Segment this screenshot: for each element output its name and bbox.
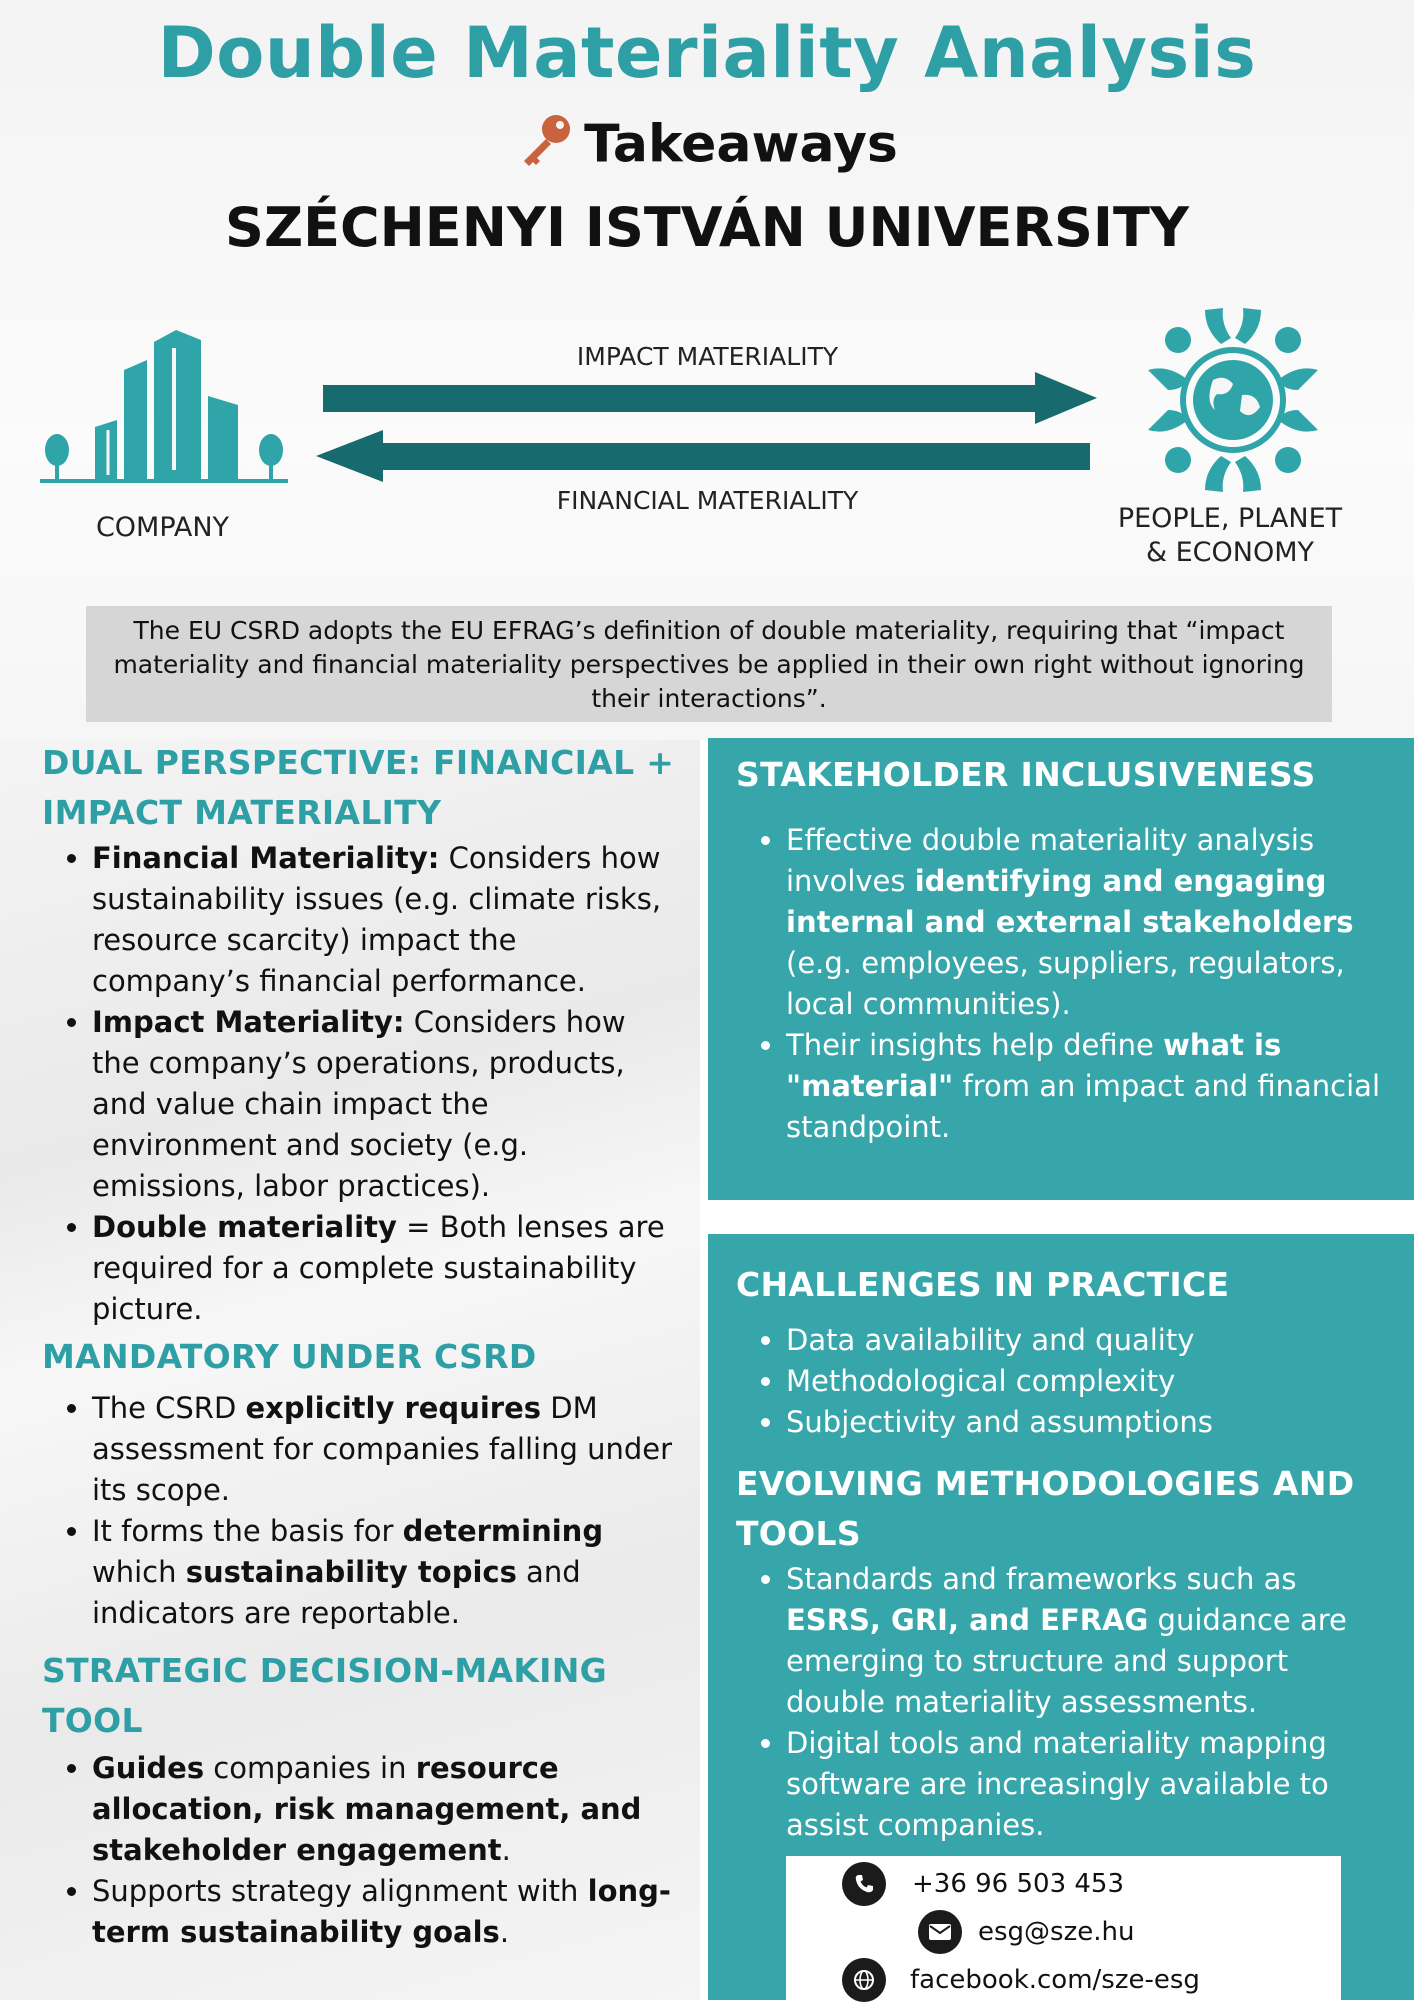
item-bold: long-term sustainability goals	[92, 1874, 671, 1949]
item-bold: ESRS, GRI, and EFRAG	[786, 1603, 1149, 1637]
item-bold: identifying and engaging internal and external stakeholders	[786, 864, 1354, 939]
email-address[interactable]: esg@sze.hu	[978, 1917, 1135, 1947]
people-planet-economy-label	[1100, 502, 1360, 570]
list-item: • Digital tools and materiality mapping software are increasingly available to assist companies.	[786, 1723, 1386, 1846]
phone-row	[842, 1862, 1124, 1906]
envelope-icon	[918, 1910, 962, 1954]
poster-subtitle	[0, 112, 1414, 183]
company-label: COMPANY	[95, 512, 230, 543]
mandatory-heading: MANDATORY UNDER CSRD	[42, 1337, 537, 1376]
list-item	[92, 1388, 682, 1511]
stakeholder-heading: STAKEHOLDER INCLUSIVENESS	[736, 755, 1316, 794]
impact-arrow	[323, 372, 1097, 424]
item-bold: resource allocation, risk management, and stakeholder engagement	[92, 1751, 642, 1867]
item-text: guidance are emerging to structure and support double materiality assessments.	[786, 1603, 1347, 1719]
web-row	[842, 1958, 1200, 2002]
dual-perspective-heading: DUAL PERSPECTIVE: FINANCIAL + IMPACT MATERIALITY	[42, 743, 675, 832]
globe-icon	[842, 1958, 886, 2002]
challenges-list	[736, 1320, 1386, 1443]
item-text: Effective double materiality analysis involves	[786, 823, 1315, 898]
item-text: Standards and frameworks such as	[786, 1562, 1297, 1596]
mandatory-list	[42, 1388, 682, 1634]
item-text: .	[499, 1915, 510, 1949]
item-text: DM assessment for companies falling under its scope.	[92, 1391, 673, 1507]
list-item: • Subjectivity and assumptions	[786, 1402, 1386, 1443]
impact-materiality-label: IMPACT MATERIALITY	[576, 342, 839, 371]
materiality-diagram	[0, 300, 1414, 600]
email-row	[918, 1910, 1134, 1954]
list-item	[92, 1748, 682, 1871]
item-bold: Double materiality	[92, 1210, 397, 1244]
item-bold: Financial Materiality:	[92, 841, 440, 875]
item-bold: Guides	[92, 1751, 205, 1785]
poster-title: Double Materiality Analysis	[157, 12, 1257, 94]
stakeholder-panel	[708, 738, 1414, 1200]
definition-box: The EU CSRD adopts the EU EFRAG’s definition of double materiality, requiring that “impact materiality and financial materiality perspectives be applied in their own right without ignoring their interactions”.	[86, 606, 1332, 722]
item-text: and indicators are reportable.	[92, 1555, 581, 1630]
list-item	[92, 1207, 682, 1330]
list-item	[92, 1511, 682, 1634]
challenges-heading: CHALLENGES IN PRACTICE	[736, 1265, 1230, 1304]
web-address[interactable]: facebook.com/sze-esg	[910, 1965, 1200, 1995]
item-bold: explicitly requires	[245, 1391, 542, 1425]
phone-number[interactable]: +36 96 503 453	[912, 1869, 1124, 1899]
list-item	[92, 838, 682, 1002]
list-item	[92, 1871, 682, 1953]
subtitle-text: Takeaways	[584, 114, 898, 175]
financial-materiality-label: FINANCIAL MATERIALITY	[556, 486, 859, 515]
evolving-heading: EVOLVING METHODOLOGIES AND TOOLS	[736, 1464, 1355, 1553]
item-text: Considers how sustainability issues (e.g. climate risks, resource scarcity) impact the company’s financial performance.	[92, 841, 662, 998]
item-text: (e.g. employees, suppliers, regulators, local communities).	[786, 946, 1345, 1021]
item-text: .	[501, 1833, 511, 1867]
item-bold: determining	[402, 1514, 604, 1548]
item-bold: sustainability topics	[185, 1555, 517, 1589]
list-item	[786, 1559, 1386, 1723]
item-text: The CSRD	[92, 1391, 246, 1425]
stakeholder-list	[736, 820, 1386, 1148]
contact-card	[786, 1856, 1341, 2006]
dual-perspective-list	[42, 838, 682, 1330]
financial-arrow	[316, 430, 1090, 482]
university-name: SZÉCHENYI ISTVÁN UNIVERSITY	[225, 196, 1189, 259]
item-text: which	[92, 1555, 186, 1589]
evolving-list	[736, 1559, 1386, 1846]
list-item	[92, 1002, 682, 1207]
item-text: Their insights help define	[786, 1028, 1164, 1062]
list-item	[786, 1025, 1386, 1148]
item-text: companies in	[204, 1751, 416, 1785]
item-text: Considers how the company’s operations, products, and value chain impact the environment and society (e.g. emissions, labor practices).	[92, 1005, 626, 1203]
list-item	[786, 820, 1386, 1025]
people-label-line2: & ECONOMY	[1145, 537, 1315, 568]
left-column	[42, 738, 682, 1953]
list-item: • Methodological complexity	[786, 1361, 1386, 1402]
item-text: from an impact and financial standpoint.	[786, 1069, 1381, 1144]
key-icon	[516, 112, 574, 183]
item-text: It forms the basis for	[92, 1514, 403, 1548]
people-label-line1: PEOPLE, PLANET	[1117, 503, 1343, 534]
people-globe-icon	[1148, 308, 1318, 492]
strategic-heading: STRATEGIC DECISION-MAKING TOOL	[42, 1651, 608, 1740]
item-bold: what is "material"	[786, 1028, 1282, 1103]
list-item: • Data availability and quality	[786, 1320, 1386, 1361]
phone-icon	[842, 1862, 886, 1906]
item-bold: Impact Materiality:	[92, 1005, 405, 1039]
company-building-icon	[40, 330, 288, 481]
strategic-list	[42, 1748, 682, 1953]
item-text: = Both lenses are required for a complete sustainability picture.	[92, 1210, 665, 1326]
item-text: Supports strategy alignment with	[92, 1874, 588, 1908]
